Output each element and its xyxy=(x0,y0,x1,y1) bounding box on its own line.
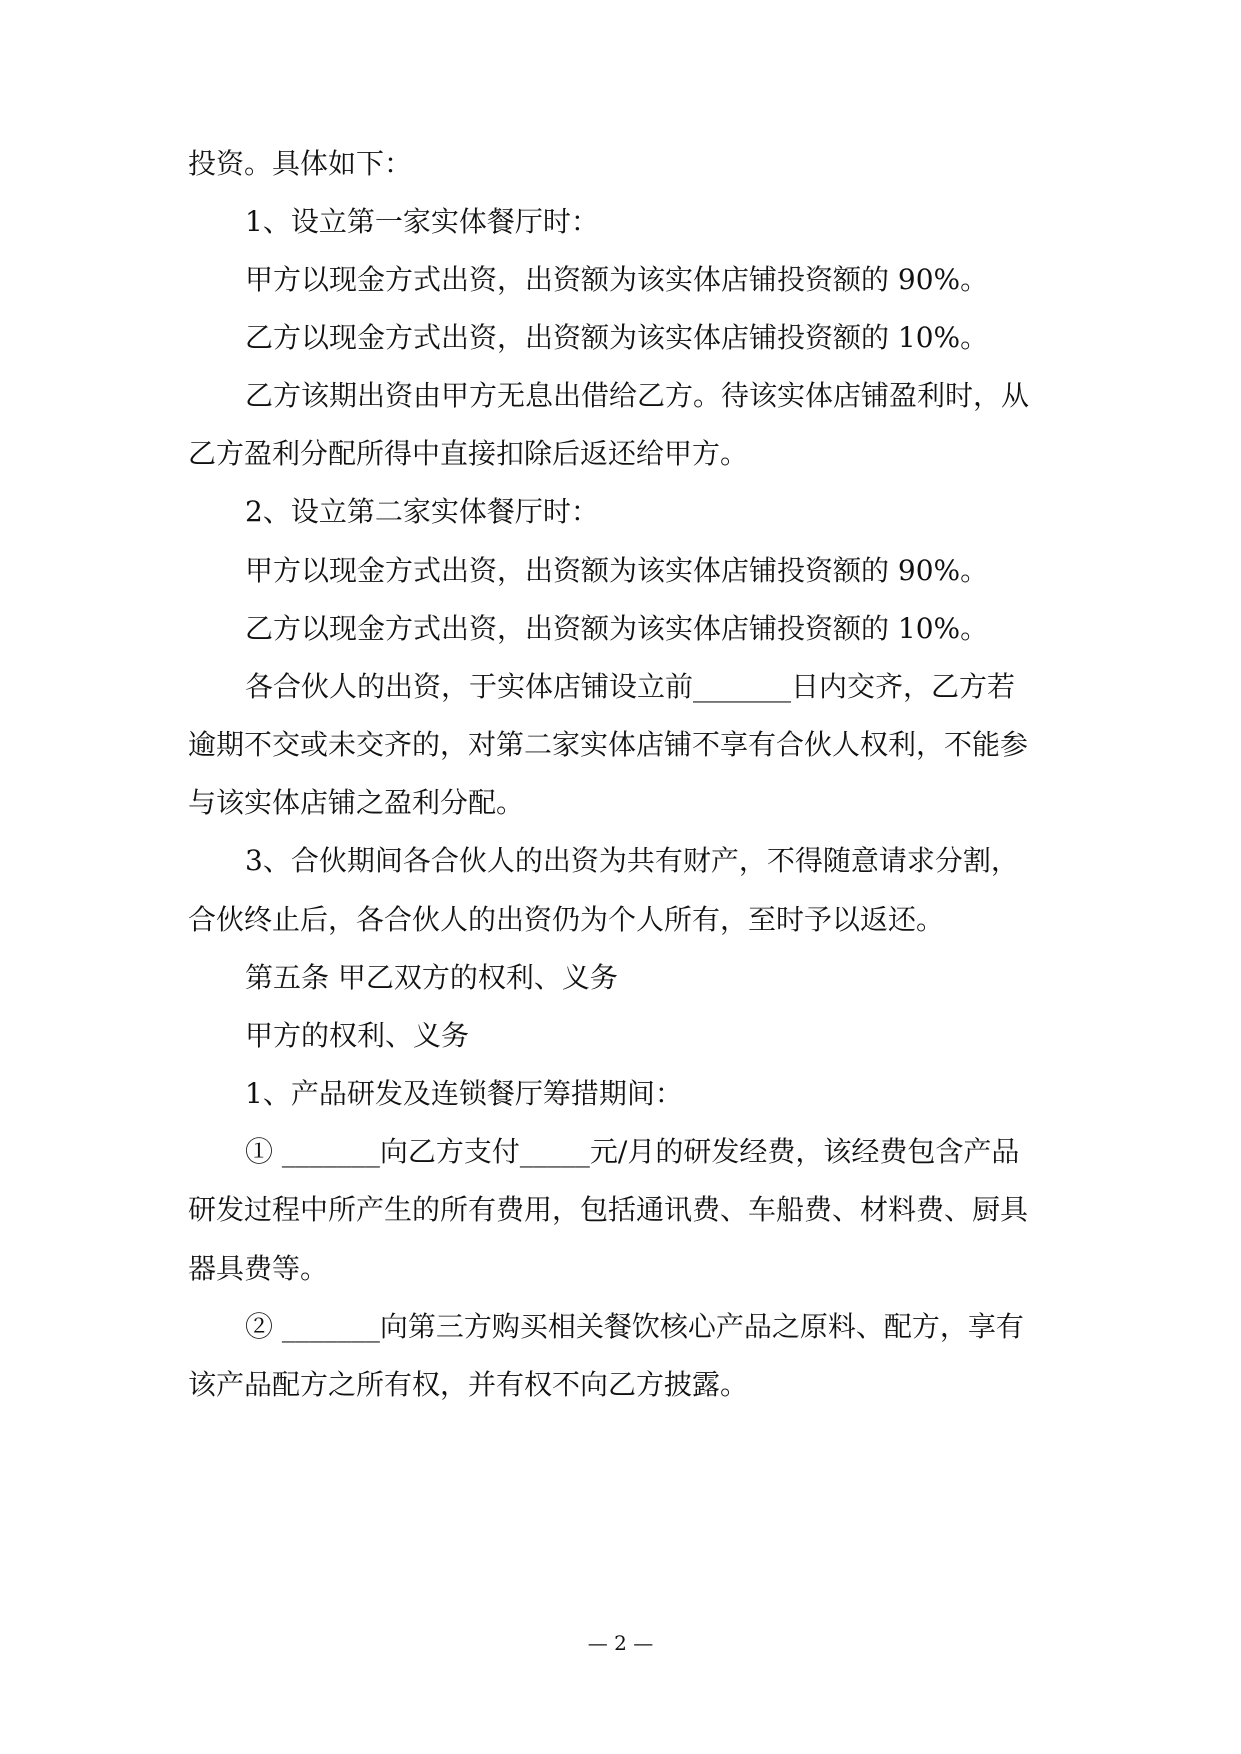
text-line: 乙方该期出资由甲方无息出借给乙方。待该实体店铺盈利时，从 xyxy=(245,379,1030,412)
section-heading: 第五条 甲乙双方的权利、义务 xyxy=(245,961,618,994)
text-line: 逾期不交或未交齐的，对第二家实体店铺不享有合伙人权利，不能参 xyxy=(188,728,1029,761)
text-line: 甲方以现金方式出资，出资额为该实体店铺投资额的 90%。 xyxy=(245,554,989,587)
subsection-heading: 甲方的权利、义务 xyxy=(245,1019,470,1052)
text-line: 该产品配方之所有权，并有权不向乙方披露。 xyxy=(188,1368,749,1401)
text-line: 投资。具体如下： xyxy=(188,147,413,180)
text-line: 乙方以现金方式出资，出资额为该实体店铺投资额的 10%。 xyxy=(245,612,989,645)
text-line: 合伙终止后，各合伙人的出资仍为个人所有，至时予以返还。 xyxy=(188,903,945,936)
page-number: — 2 — xyxy=(587,1631,654,1655)
text-line: 2、设立第二家实体餐厅时： xyxy=(245,495,599,528)
text-line: ① _______向乙方支付_____元/月的研发经费，该经费包含产品 xyxy=(245,1135,1020,1168)
text-line: 器具费等。 xyxy=(188,1252,329,1285)
text-line: 1、产品研发及连锁餐厅筹措期间： xyxy=(245,1077,683,1110)
text-line: 研发过程中所产生的所有费用，包括通讯费、车船费、材料费、厨具 xyxy=(188,1193,1029,1226)
text-line: ② _______向第三方购买相关餐饮核心产品之原料、配方，享有 xyxy=(245,1310,1024,1343)
text-line: 1、设立第一家实体餐厅时： xyxy=(245,205,599,238)
text-line: 乙方以现金方式出资，出资额为该实体店铺投资额的 10%。 xyxy=(245,321,989,354)
text-line: 3、合伙期间各合伙人的出资为共有财产，不得随意请求分割， xyxy=(245,844,1019,877)
text-line: 甲方以现金方式出资，出资额为该实体店铺投资额的 90%。 xyxy=(245,263,989,296)
text-line: 乙方盈利分配所得中直接扣除后返还给甲方。 xyxy=(188,437,749,470)
text-line: 各合伙人的出资，于实体店铺设立前_______日内交齐，乙方若 xyxy=(245,670,1016,703)
text-line: 与该实体店铺之盈利分配。 xyxy=(188,786,525,819)
